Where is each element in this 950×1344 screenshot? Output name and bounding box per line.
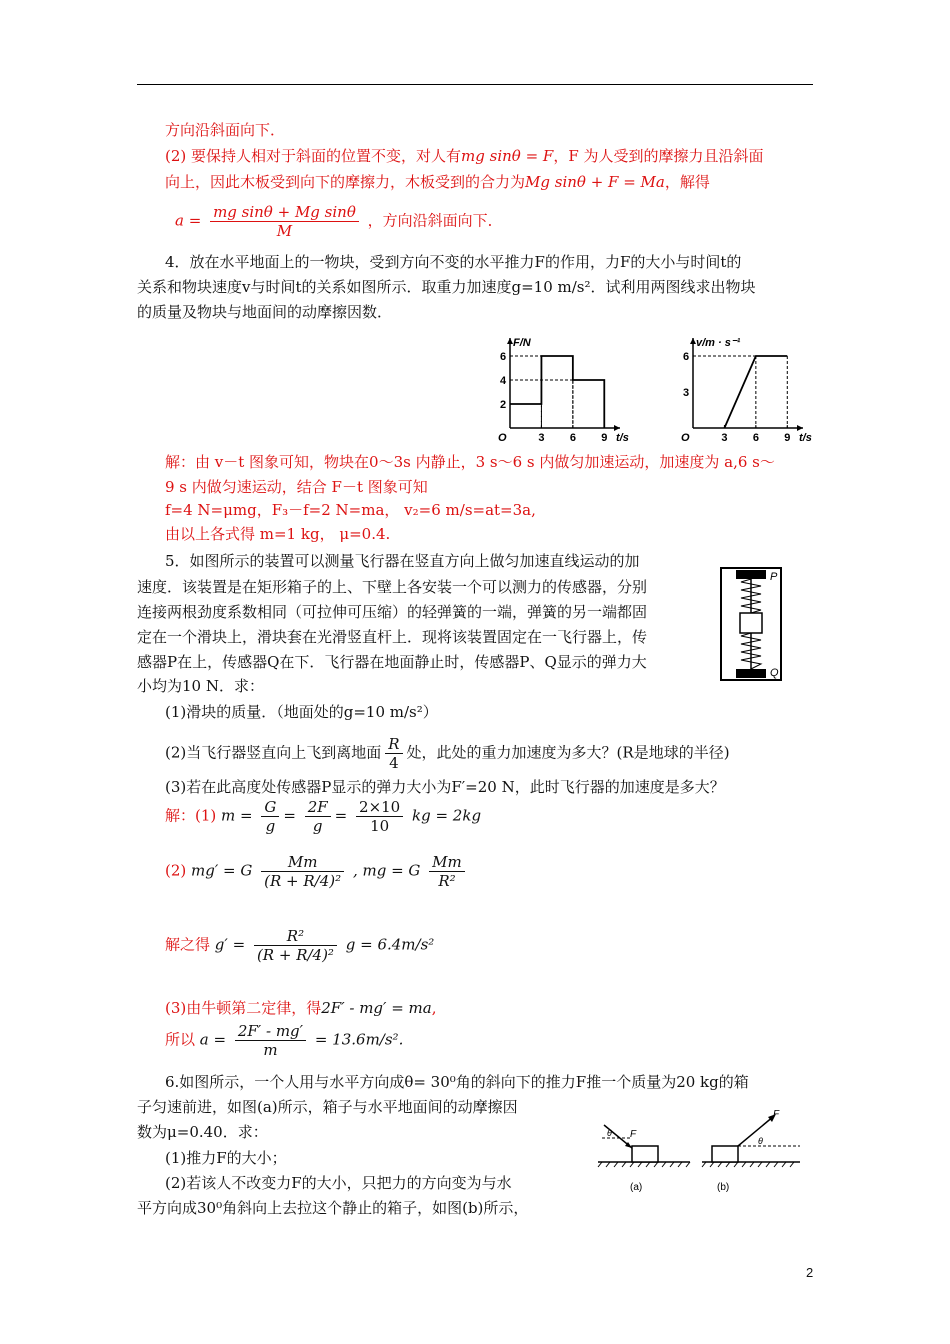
p3-line2: (2) 要保持人相对于斜面的位置不变，对人有mg sinθ = F，F 为人受到的摩擦力且沿斜面 (165, 147, 764, 165)
p4-question-line2: 关系和物块速度v与时间t的关系如图所示．取重力加速度g=10 m/s²．试利用两图线求出物块 (137, 278, 756, 296)
label-q: Q (770, 667, 779, 679)
y-tick-label: 2 (500, 399, 507, 411)
y-tick-label: 6 (500, 351, 507, 363)
figure-b-caption: (b) (717, 1182, 730, 1193)
p4-answer-line1: 解：由 v－t 图象可知，物块在0～3s 内静止，3 s～6 s 内做匀加速运动，加速度为 a,6 s～ (165, 453, 775, 471)
origin-label: O (681, 432, 690, 444)
p5-answer4: (3)由牛顿第二定律，得2F′ - mg′ = ma, (165, 999, 437, 1017)
x-axis-label: t/s (799, 432, 812, 444)
push-pull-figure (590, 1104, 820, 1196)
figure-a-force-label: F (630, 1129, 637, 1140)
p5-question-line4: 定在一个滑块上，滑块套在光滑竖直杆上．现将该装置固定在一飞行器上，传 (137, 628, 648, 646)
p5-question-line3: 连接两根劲度系数相同（可拉伸可压缩）的轻弹簧的一端，弹簧的另一端都固 (137, 603, 648, 621)
p5-answer5: 所以 a = $\frac{2F' - mg'}{m}$ = 13.6m/s². (165, 1022, 404, 1059)
p6-sub1: (1)推力F的大小； (165, 1149, 287, 1167)
y-tick-label: 6 (683, 351, 690, 363)
p4-answer-line4: 由以上各式得 m=1 kg， μ=0.4. (165, 525, 391, 543)
series-line (510, 356, 604, 428)
x-axis-arrow-icon (614, 425, 620, 431)
figure-b-angle-label: θ (758, 1136, 763, 1146)
x-tick-label: 3 (721, 432, 728, 444)
p6-sub2-line1: (2)若该人不改变力F的大小，只把力的方向变为与水 (165, 1174, 512, 1192)
spring-device-figure (718, 566, 786, 684)
p6-question-line1: 6.如图所示，一个人用与水平方向成θ= 30⁰角的斜向下的推力F推一个质量为20 kg的箱 (165, 1073, 749, 1091)
slider-block (740, 613, 762, 633)
x-tick-label: 3 (538, 432, 545, 444)
y-tick-label: 4 (500, 375, 507, 387)
p5-question-line1: 5．如图所示的装置可以测量飞行器在竖直方向上做匀加速直线运动的加 (165, 552, 640, 570)
p3-line4: a = $\frac{\text{mg sinθ + Mg sinθ}}{M}$ ，方向沿斜面向下． (175, 203, 503, 240)
p3-line3: 向上，因此木板受到向下的摩擦力，木板受到的合力为Mg sinθ + F = Ma，解得 (165, 173, 710, 191)
p6-sub2-line2: 平方向成30⁰角斜向上去拉这个静止的箱子，如图(b)所示， (137, 1199, 529, 1217)
p5-question-line5: 感器P在上，传感器Q在下．飞行器在地面静止时，传感器P、Q显示的弹力大 (137, 653, 647, 671)
y-axis-label: v/m · s⁻¹ (696, 337, 741, 349)
x-tick-label: 9 (784, 432, 791, 444)
p4-question-line3: 的质量及物块与地面间的动摩擦因数． (137, 303, 393, 321)
x-tick-label: 9 (601, 432, 608, 444)
figure-a (598, 1125, 690, 1193)
sensor-q (736, 669, 766, 678)
figure-a-angle-label: θ (607, 1128, 612, 1138)
p5-sub2: (2)当飞行器竖直向上飞到离地面 $\frac{R}{4}$ 处，此处的重力加速度为多大？(R是地球的半径) (165, 735, 730, 772)
label-p: P (770, 571, 778, 583)
p4-question-line1: 4．放在水平地面上的一物块，受到方向不变的水平推力F的作用，力F的大小与时间t的 (165, 253, 742, 271)
x-tick-label: 6 (569, 432, 576, 444)
v-t-chart (673, 330, 823, 445)
sensor-p (736, 570, 766, 579)
p4-answer-line3: f=4 N=μmg，F₃－f=2 N=ma， v₂=6 m/s=at=3a, (165, 501, 536, 519)
p5-sub1: (1)滑块的质量．（地面处的g=10 m/s²） (165, 703, 438, 721)
upper-spring (741, 579, 761, 613)
figure-a-caption: (a) (630, 1182, 643, 1193)
p5-answer1: 解：(1) m = $\frac{G}{g}$ = $\frac{2F}{g}$ = $\frac{2\times 10}{10}$ kg = 2kg (165, 798, 482, 835)
p5-question-line2: 速度．该装置是在矩形箱子的上、下壁上各安装一个可以测力的传感器，分别 (137, 578, 648, 596)
f-t-chart (490, 330, 640, 445)
p6-question-line2: 子匀速前进，如图(a)所示，箱子与水平地面间的动摩擦因 (137, 1098, 518, 1116)
header-rule (137, 84, 813, 85)
p5-answer3: 解之得 g′ = $\frac{\text{R²}}{\text{(R + R/4)²}}$ g = 6.4m/s² (165, 927, 435, 964)
p4-answer-line2: 9 s 内做匀速运动，结合 F－t 图象可知 (165, 478, 428, 496)
y-tick-label: 3 (683, 387, 690, 399)
figure-b-force-label: F (773, 1109, 780, 1120)
x-axis-label: t/s (616, 432, 629, 444)
origin-label: O (498, 432, 507, 444)
p6-question-line3: 数为μ=0.40．求： (137, 1123, 268, 1141)
figure-b (702, 1109, 800, 1193)
p5-answer2: (2) mg′ = G $\frac{Mm}{\text{(R + R/4)²}}$ , mg = G $\frac{Mm}{\text{R²}}$ (165, 853, 469, 890)
p3-line1: 方向沿斜面向下． (165, 121, 286, 139)
p5-sub3: (3)若在此高度处传感器P显示的弹力大小为F′=20 N，此时飞行器的加速度是多大？ (165, 778, 725, 796)
page-number: 2 (806, 1265, 814, 1280)
x-axis-arrow-icon (797, 425, 803, 431)
x-tick-label: 6 (752, 432, 759, 444)
p5-question-line6: 小均为10 N．求： (137, 677, 264, 695)
y-axis-label: F/N (513, 337, 531, 349)
